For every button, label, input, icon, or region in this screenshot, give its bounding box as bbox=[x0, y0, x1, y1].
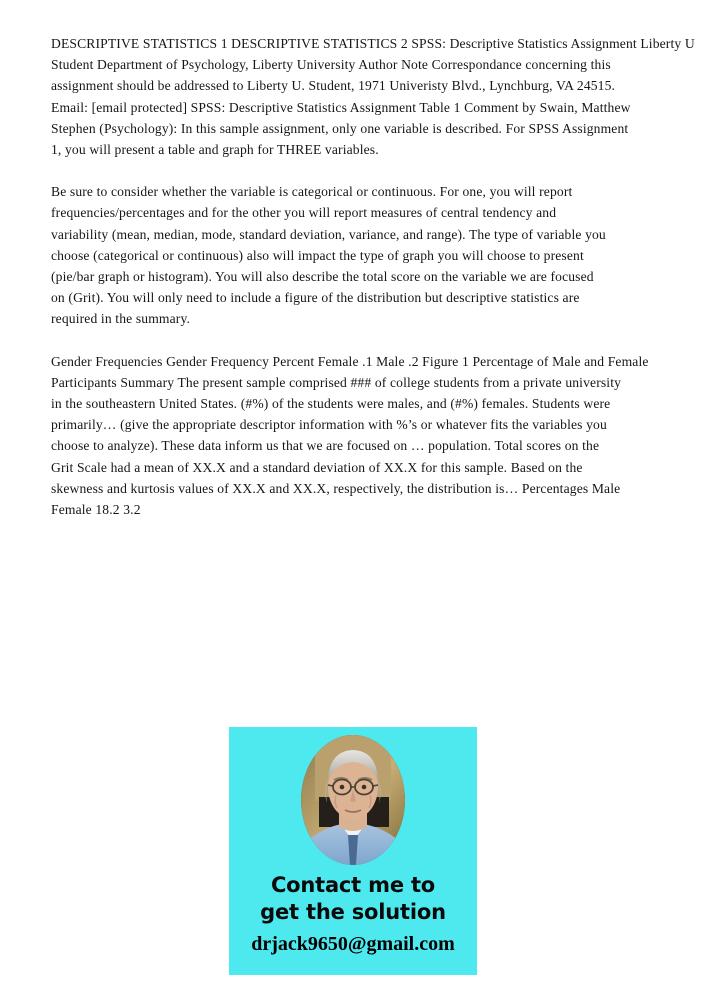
portrait-photo bbox=[301, 735, 405, 865]
text-line: primarily… (give the appropriate descriptor information with %’s or whatever fits the variables you bbox=[51, 417, 607, 433]
contact-advertisement-card[interactable] bbox=[229, 727, 477, 975]
text-line: Grit Scale had a mean of XX.X and a standard deviation of XX.X for this sample. Based on the bbox=[51, 459, 583, 475]
contact-headline-line-2: get the solution bbox=[260, 900, 446, 924]
text-line: variability (mean, median, mode, standard deviation, variance, and range). The type of variable you bbox=[51, 226, 606, 242]
text-line: choose (categorical or continuous) also will impact the type of graph you will choose to present bbox=[51, 247, 584, 263]
text-line: in the southeastern United States. (#%) of the students were males, and (#%) females. Students were bbox=[51, 396, 611, 412]
contact-email-address[interactable]: drjack9650@gmail.com bbox=[251, 933, 455, 955]
text-line: required in the summary. bbox=[51, 311, 191, 327]
text-line: choose to analyze). These data inform us that we are focused on … population. Total scores on the bbox=[51, 438, 600, 454]
text-line: assignment should be addressed to Liberty U. Student, 1971 Univeristy Blvd., Lynchburg, VA 24515. bbox=[51, 78, 616, 94]
text-line: Stephen (Psychology): In this sample assignment, only one variable is described. For SPSS Assignment bbox=[51, 120, 629, 136]
paragraph-variable-instructions bbox=[51, 181, 708, 329]
text-line: on (Grit). You will only need to include a figure of the distribution but descriptive statistics are bbox=[51, 290, 580, 306]
paragraph-title-and-author-note bbox=[51, 33, 708, 160]
text-line: Gender Frequencies Gender Frequency Percent Female .1 Male .2 Figure 1 Percentage of Male and Female bbox=[51, 353, 649, 369]
text-line: Student Department of Psychology, Liberty University Author Note Correspondance concerning this bbox=[51, 57, 611, 73]
paragraph-gender-frequencies-and-summary bbox=[51, 351, 708, 521]
text-line: Be sure to consider whether the variable is categorical or continuous. For one, you will report bbox=[51, 184, 573, 200]
text-line: frequencies/percentages and for the other you will report measures of central tendency and bbox=[51, 205, 557, 221]
text-line: skewness and kurtosis values of XX.X and XX.X, respectively, the distribution is… Percentages Male bbox=[51, 480, 621, 496]
text-line: DESCRIPTIVE STATISTICS 1 DESCRIPTIVE STATISTICS 2 SPSS: Descriptive Statistics Assignment Liberty U bbox=[51, 36, 695, 51]
document-text-body bbox=[51, 33, 708, 520]
contact-headline-line-1: Contact me to bbox=[270, 873, 436, 897]
text-line: (pie/bar graph or histogram). You will also describe the total score on the variable we are focused bbox=[51, 269, 594, 285]
text-line: Participants Summary The present sample comprised ### of college students from a private university bbox=[51, 374, 622, 390]
text-line: Email: [email protected] SPSS: Descriptive Statistics Assignment Table 1 Comment by Swain, Matthew bbox=[51, 99, 631, 115]
text-line: Female 18.2 3.2 bbox=[51, 502, 141, 518]
text-line: 1, you will present a table and graph for THREE variables. bbox=[51, 142, 379, 158]
